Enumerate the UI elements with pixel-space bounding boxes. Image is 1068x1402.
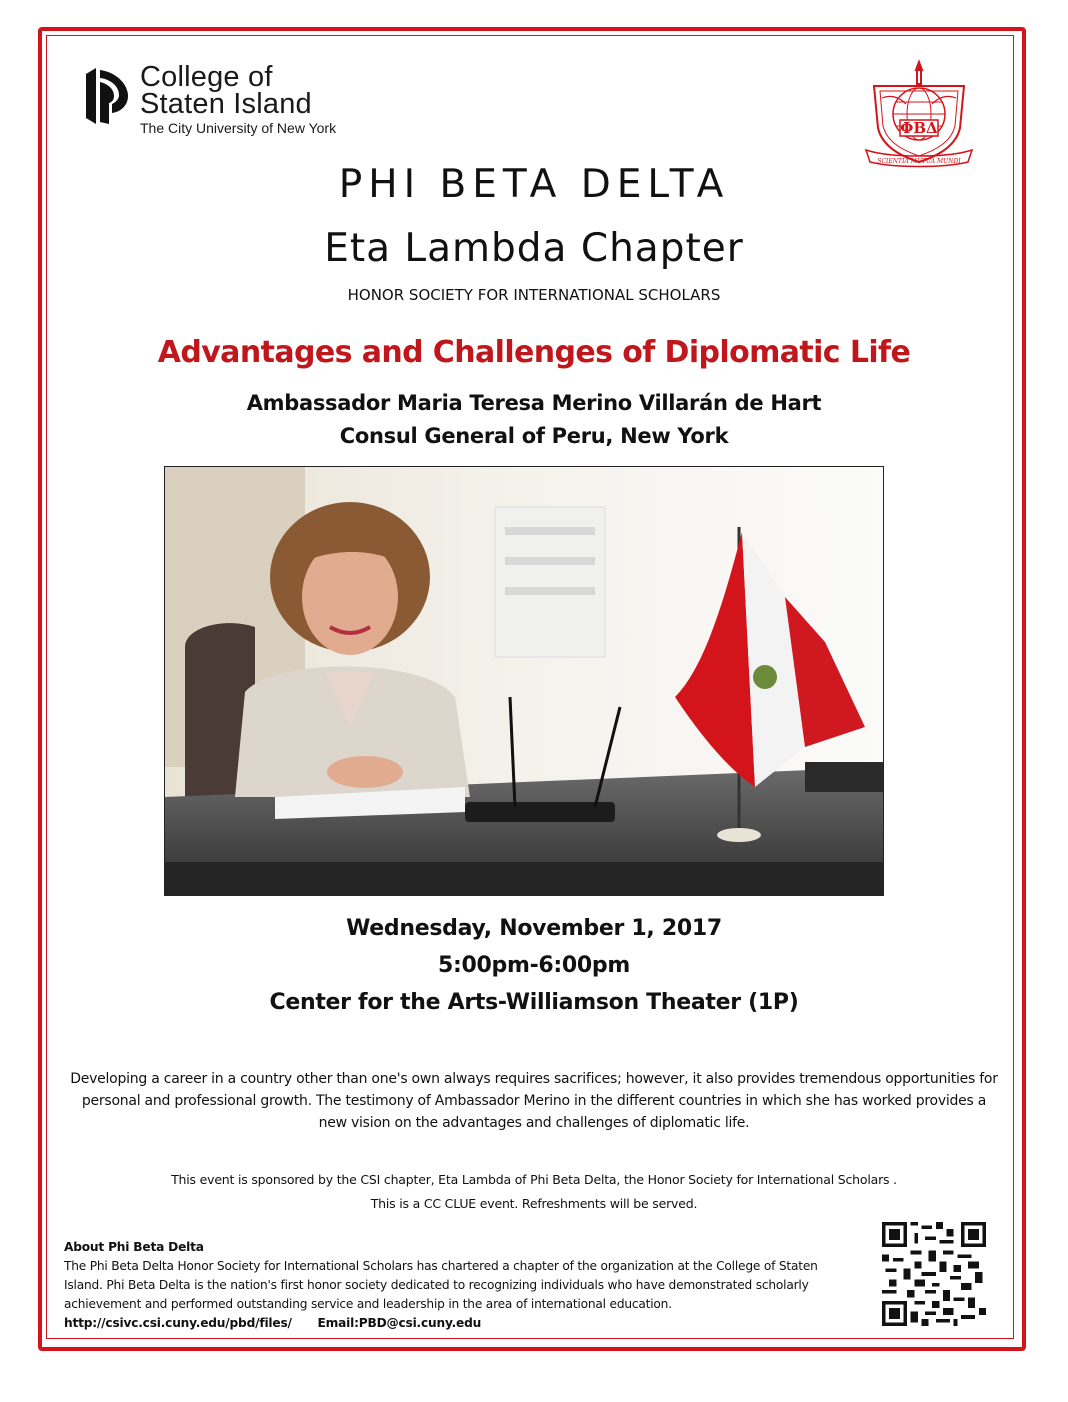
event-title: Advantages and Challenges of Diplomatic Life [157, 335, 911, 370]
event-venue: Center for the Arts-Williamson Theater (1P) [269, 990, 799, 1015]
sponsor-line: This event is sponsored by the CSI chapter, Eta Lambda of Phi Beta Delta, the Honor Society for International Scholars . [171, 1172, 897, 1187]
society-tagline: HONOR SOCIETY FOR INTERNATIONAL SCHOLARS [347, 286, 721, 304]
crest-letters: ΦBΔ [900, 119, 938, 137]
event-description: Developing a career in a country other than one's own always requires sacrifices; however, it also provides tremendous opportunities for personal and professional growth. The testimony of Ambassador Merino in the different countries in which she has worked provides a new vision on the advantages and challenges of diplomatic life. [70, 1071, 998, 1131]
crest-motto: SCIENTIA MUTUA MUNDI [877, 158, 961, 165]
college-subtitle: The City University of New York [140, 120, 337, 136]
clue-line: This is a CC CLUE event. Refreshments will be served. [370, 1196, 698, 1211]
about-heading: About Phi Beta Delta [64, 1240, 204, 1254]
about-body: The Phi Beta Delta Honor Society for International Scholars has chartered a chapter of the organization at the College of Staten Island. Phi Beta Delta is the nation's first honor society dedicated to recognizing individuals who have demonstrated scholarly achievement and performed outstanding service and leadership in the area of international education. [64, 1259, 818, 1311]
speaker-photo-illustration [165, 467, 883, 895]
society-title: PHI BETA DELTA [338, 162, 730, 207]
event-date: Wednesday, November 1, 2017 [346, 916, 722, 941]
event-time: 5:00pm-6:00pm [437, 953, 631, 978]
phi-beta-delta-crest-icon [860, 58, 978, 170]
speaker-role: Consul General of Peru, New York [339, 424, 729, 448]
chapter-title: Eta Lambda Chapter [324, 226, 744, 271]
speaker-photo [164, 466, 884, 896]
college-name [140, 61, 312, 120]
about-url-link[interactable]: http://csivc.csi.cuny.edu/pbd/files/ [64, 1316, 292, 1330]
about-section [64, 1238, 854, 1333]
about-email-link[interactable]: Email:PBD@csi.cuny.edu [317, 1316, 482, 1330]
college-name-line1: College of [140, 61, 273, 93]
college-logo [82, 61, 402, 140]
speaker-name: Ambassador Maria Teresa Merino Villarán de Hart [246, 391, 822, 415]
college-mark-icon [82, 66, 134, 126]
qr-code-icon[interactable] [882, 1222, 986, 1326]
college-name-line2: Staten Island [140, 88, 312, 120]
